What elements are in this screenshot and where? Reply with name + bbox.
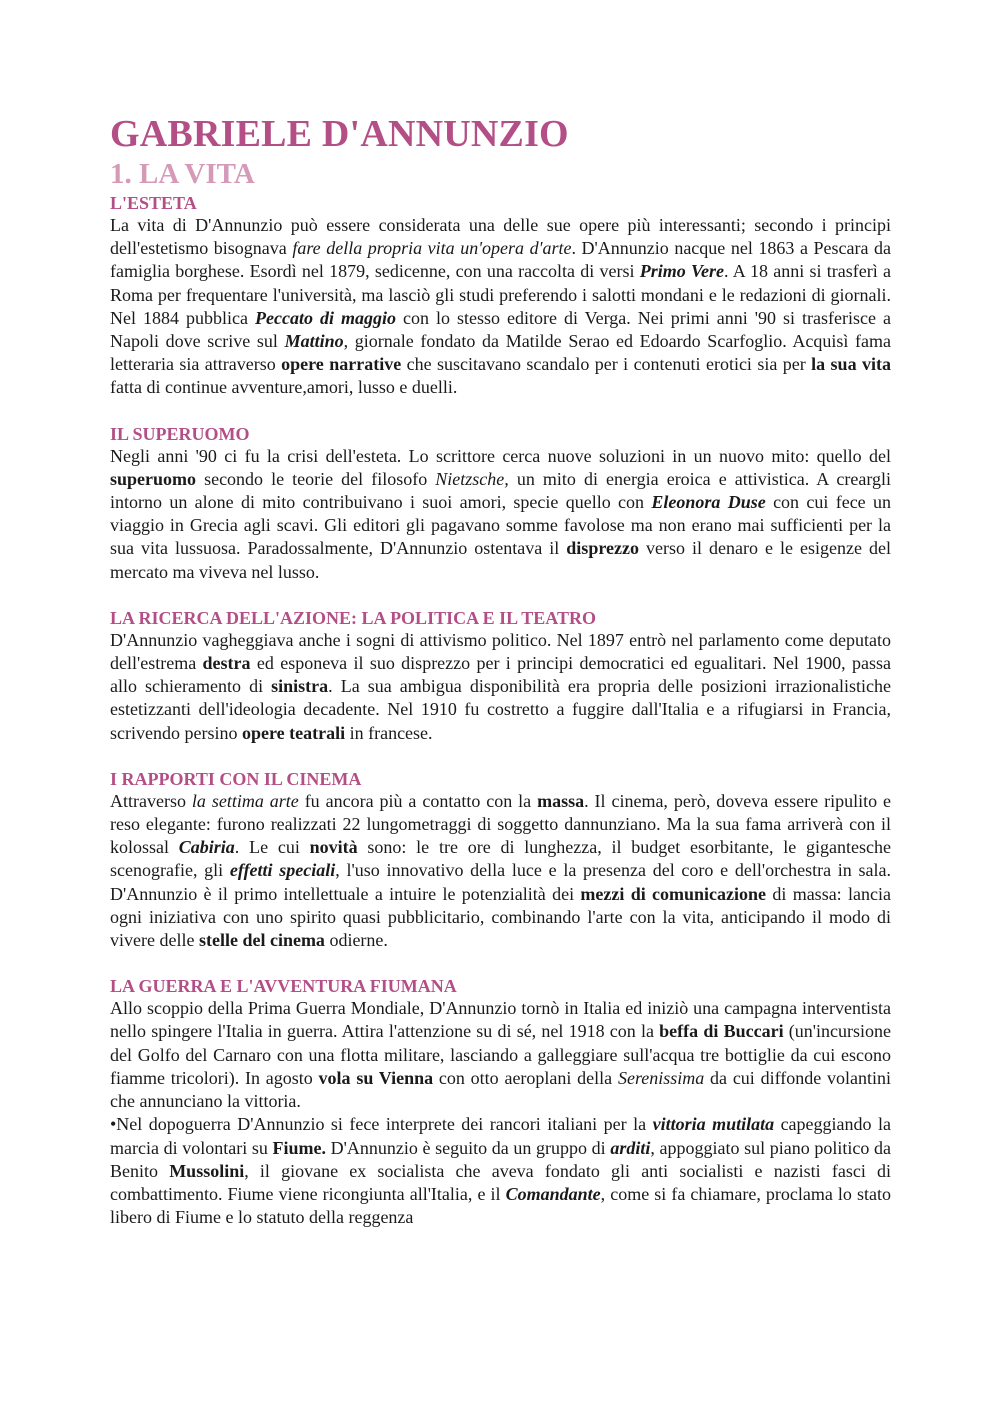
emphasis-text: destra (202, 653, 251, 674)
emphasis-text: superuomo (110, 468, 197, 489)
text-run: secondo le teorie del filosofo (196, 468, 436, 489)
emphasis-text: massa (537, 790, 585, 811)
section-heading: IL SUPERUOMO (110, 423, 250, 444)
emphasis-text: Comandante (505, 1183, 601, 1204)
text-run: . Le cui (234, 837, 310, 858)
emphasis-text: Serenissima (617, 1067, 705, 1088)
text-run: D'Annunzio è seguito da un gruppo di (326, 1137, 611, 1158)
text-run: . Il cinema, però, doveva essere ripulito e reso elegante: furono realizzati 22 lungometraggi di soggetto dannunziano. Ma la sua fama arriverà con il kolossal (110, 790, 891, 858)
text-run: . D'Annunzio nacque nel 1863 a Pescara da famiglia borghese. Esordì nel 1879, sedicenne, con una raccolta di versi (110, 238, 892, 282)
text-run: fatta di continue avventure,amori, lusso e duelli. (110, 377, 458, 398)
paragraph (110, 629, 891, 745)
emphasis-text: Primo Vere (639, 261, 725, 282)
emphasis-text: la sua vita (811, 354, 891, 375)
emphasis-text: vola su Vienna (318, 1067, 434, 1088)
sections-container (110, 192, 891, 1229)
emphasis-text: stelle del cinema (198, 930, 325, 951)
paragraph (110, 214, 891, 400)
text-run: Allo scoppio della Prima Guerra Mondiale, D'Annunzio tornò in Italia ed iniziò una campagna interventista nello spingere l'Italia in guerra. Attira l'attenzione su di sé, nel 1918 con la (110, 998, 891, 1042)
emphasis-text: vittoria mutilata (652, 1114, 775, 1135)
section (110, 975, 891, 1229)
emphasis-text: Nietzsche, (435, 468, 509, 489)
section-heading: LA RICERCA DELL'AZIONE: LA POLITICA E IL TEATRO (110, 607, 596, 628)
text-run: Attraverso (110, 790, 192, 811)
text-run: capeggiando la marcia di volontari su (110, 1114, 891, 1158)
emphasis-text: effetti speciali (229, 860, 336, 881)
emphasis-text: Peccato di maggio (254, 307, 396, 328)
text-run: La vita di D'Annunzio può essere considerata una delle sue opere più interessanti; secondo i principi dell'estetismo bisognava (110, 215, 891, 259)
emphasis-text: sinistra (271, 676, 329, 697)
text-run: . La sua ambigua disponibilità era propria delle posizioni irrazionalistiche estetizzanti dell'ideologia decadente. Nel 1910 fu costretto a fuggire dall'Italia e a rifugiarsi in Francia, scrivendo persino (110, 676, 891, 743)
document-title: GABRIELE D'ANNUNZIO (110, 113, 569, 155)
emphasis-text: Mattino (284, 331, 344, 352)
emphasis-text: Mussolini (169, 1160, 245, 1181)
text-run: fu ancora più a contatto con la (298, 790, 538, 811)
text-run: ed esponeva il suo disprezzo per i principi democratici ed egualitari. Nel 1900, passa allo schieramento di (110, 653, 892, 697)
section-heading: LA GUERRA E L'AVVENTURA FIUMANA (110, 976, 457, 997)
emphasis-text: fare della propria vita un'opera d'arte (292, 238, 572, 259)
paragraph (110, 1113, 891, 1229)
paragraph (110, 790, 891, 952)
text-run: che suscitavano scandalo per i contenuti erotici sia per (401, 354, 812, 375)
section (110, 192, 891, 400)
text-run: . A 18 anni si trasferì a Roma per frequentare l'università, ma lasciò gli studi preferendo i salotti mondani e le redazioni di giornali. Nel 1884 pubblica (110, 261, 892, 328)
text-run: , appoggiato sul piano politico da Benito (110, 1137, 891, 1181)
text-run: D'Annunzio vagheggiava anche i sogni di attivismo politico. Nel 1897 entrò nel parlamento come deputato dell'estrema (110, 629, 891, 674)
text-run: , come si fa chiamare, proclama lo stato libero di Fiume e lo statuto della reggenza (110, 1183, 891, 1228)
text-run: di massa: lancia ogni iniziativa con uno spirito quasi pubblicitario, combinando l'arte con la vita, anticipando il modo di vivere delle (110, 883, 891, 951)
text-run: un mito di energia eroica e attivistica. A creargli intorno un alone di mito contribuivano i suoi amori, specie quello con (110, 468, 891, 513)
emphasis-text: Eleonora Duse (651, 492, 766, 513)
emphasis-text: Cabiria (178, 837, 235, 858)
text-run: da cui diffonde volantini che annunciano la vittoria. (110, 1067, 891, 1112)
emphasis-text: mezzi di comunicazione (580, 883, 767, 904)
text-run: con lo stesso editore di Verga. Nei primi anni '90 si trasferisce a Napoli dove scrive sul (110, 307, 891, 352)
section-heading: L'ESTETA (110, 193, 197, 213)
paragraph (110, 445, 891, 584)
emphasis-text: arditi (610, 1137, 651, 1158)
text-run: •Nel dopoguerra D'Annunzio si fece interprete dei rancori italiani per la (110, 1114, 653, 1135)
emphasis-text: novità (309, 837, 358, 858)
text-run: verso il denaro e le esigenze del mercato ma viveva nel lusso. (110, 538, 891, 582)
section (110, 607, 891, 745)
text-run: sono: le tre ore di lunghezza, il budget esorbitante, le gigantesche scenografie, gli (110, 837, 891, 881)
text-run: odierne. (324, 930, 388, 951)
text-run: con otto aeroplani della (433, 1067, 618, 1088)
text-run: con cui fece un viaggio in Grecia agli scavi. Gli editori gli pagavano somme favolose ma non erano mai sufficienti per la sua vita lussuosa. Paradossalmente, D'Annunzio ostentava il (110, 492, 891, 559)
text-run: , il giovane ex socialista che aveva fondato gli anti socialisti e nazisti fasci di combattimento. Fiume viene ricongiunta all'Italia, e il (110, 1160, 892, 1204)
emphasis-text: disprezzo (566, 538, 639, 559)
text-run: , giornale fondato da Matilde Serao ed Edoardo Scarfoglio. Acquisì fama letteraria sia attraverso (110, 331, 892, 375)
emphasis-text: beffa di Buccari (659, 1021, 784, 1042)
text-run: in francese. (345, 722, 433, 743)
emphasis-text: Fiume. (272, 1137, 327, 1158)
section-heading: I RAPPORTI CON IL CINEMA (110, 768, 362, 789)
emphasis-text: opere narrative (281, 354, 402, 375)
chapter-title: 1. LA VITA (110, 158, 255, 190)
emphasis-text: la settima arte (191, 790, 299, 811)
section (110, 768, 891, 952)
text-run: , l'uso innovativo della luce e la presenza del coro e dell'orchestra in sala. D'Annunzio è il primo intellettuale a intuire le potenzialità dei (110, 860, 891, 904)
text-run: Negli anni '90 ci fu la crisi dell'esteta. Lo scrittore cerca nuove soluzioni in un nuovo mito: quello del (110, 445, 891, 466)
section (110, 423, 891, 584)
text-run: (un'incursione del Golfo del Carnaro con una flotta militare, lasciando a galleggiare sull'acqua tre bottiglie da cui escono fiamme tricolori). In agosto (110, 1021, 891, 1088)
paragraph (110, 997, 891, 1113)
emphasis-text: opere teatrali (241, 722, 346, 743)
